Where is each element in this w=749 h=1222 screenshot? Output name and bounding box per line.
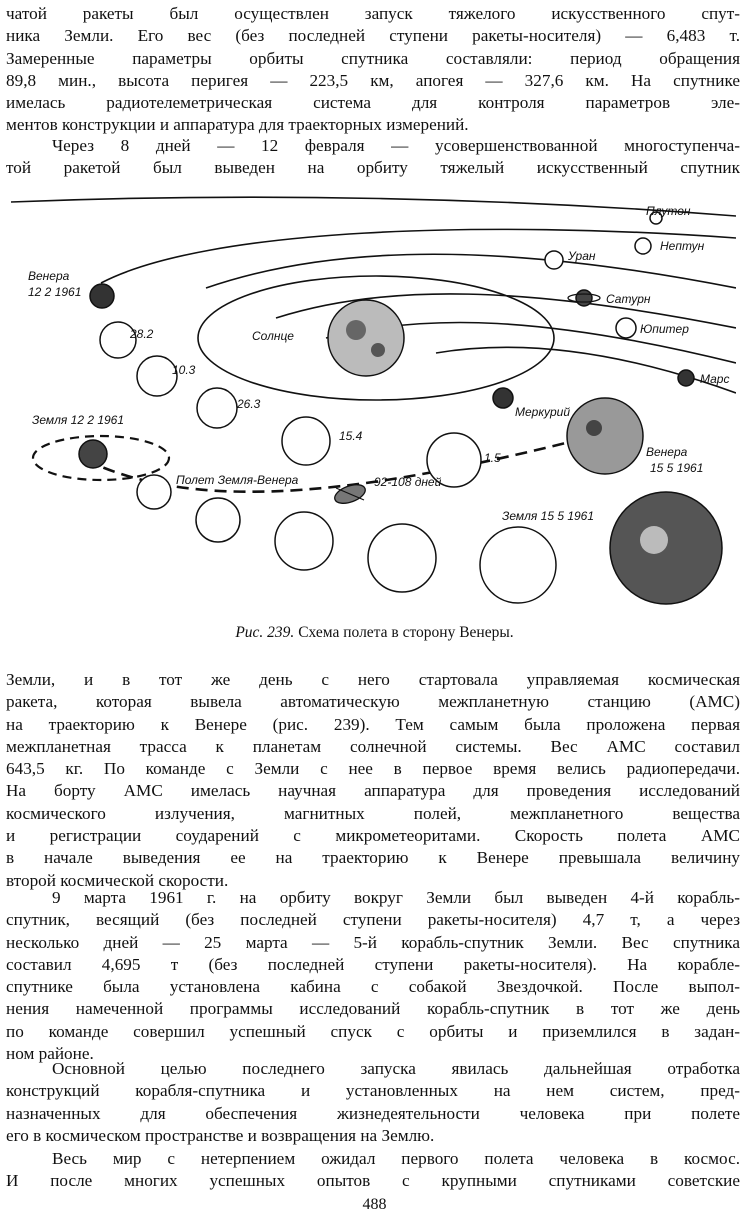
text-line: ника Земли. Его вес (без последней ступени ракеты-носителя) — 6,483 т. <box>6 26 740 46</box>
earth-start <box>79 440 107 468</box>
text-line: и регистрации соударений с микрометеоритами. Скорость полета АМС <box>6 826 740 846</box>
venus-start <box>90 284 114 308</box>
text-line: ментов конструкции и аппаратура для траекторных измерений. <box>6 115 469 135</box>
earth-position <box>368 524 436 592</box>
uranus-label: Уран <box>568 249 596 263</box>
caption-number: Рис. 239. <box>235 624 295 641</box>
text-line: конструкций корабля-спутника и установленных на нем систем, пред- <box>6 1081 740 1101</box>
text-line: 643,5 кг. По команде с Земли с нее в первое время велись радиопередачи. <box>6 759 740 779</box>
earth-spot <box>640 526 668 554</box>
text-line: межпланетная трасса к планетам солнечной системы. Вес АМС составил <box>6 736 740 756</box>
text-line: ракета, которая вывела автоматическую межпланетную станцию (АМС) <box>6 692 740 712</box>
earth-position <box>480 527 556 603</box>
paragraph-3 <box>6 669 740 892</box>
venus-position <box>137 356 177 396</box>
figure-caption <box>0 624 749 642</box>
text-line: составил 4,695 т (без последней ступени ракеты-носителя). На корабле- <box>6 954 740 974</box>
text-line: спутнике была установлена кабина с собакой Звездочкой. После выпол- <box>6 977 740 997</box>
text-line: на траекторию к Венере (рис. 239). Тем самым была проложена первая <box>6 714 740 734</box>
page-number: 488 <box>362 1196 387 1213</box>
earth-start-label: Земля 12 2 1961 <box>32 413 125 427</box>
text-line: чатой ракеты был осуществлен запуск тяжелого искусственного спут- <box>6 4 740 23</box>
saturn-marker <box>576 290 592 306</box>
text-line: И после многих успешных опытов с крупными спутниками советские <box>6 1171 740 1191</box>
text-line: назначенных для обеспечения жизнедеятельности человека при полете <box>6 1103 740 1123</box>
paragraph-1 <box>6 3 740 137</box>
venus-flight-diagram <box>6 188 736 616</box>
earth-position <box>275 512 333 570</box>
sun-spot <box>346 320 366 340</box>
neptune-marker <box>635 238 651 254</box>
text-line: по команде совершил успешный спуск с орбиты и приземлился в задан- <box>6 1021 740 1041</box>
text-line: несколько дней — 25 марта — 5-й корабль-спутник Земли. Вес спутника <box>6 932 740 952</box>
sun-spot <box>371 343 385 357</box>
text-line: Земли, и в тот же день с него стартовала управляемая космическая <box>6 670 740 689</box>
earth-position <box>137 475 171 509</box>
orbit-pluto <box>11 197 736 216</box>
sun-label: Солнце <box>252 329 294 343</box>
jupiter-label: Юпитер <box>640 322 689 336</box>
text-line: его в космическом пространстве и возвращения на Землю. <box>6 1125 435 1145</box>
paragraph-2 <box>6 135 740 180</box>
earth-position <box>196 498 240 542</box>
paragraph-4 <box>6 887 740 1065</box>
text-line: ном районе. <box>6 1044 94 1064</box>
text-line: спутник, весящий (без последней ступени ракеты-носителя) 4,7 т, а через <box>6 910 740 930</box>
paragraph-5 <box>6 1058 740 1147</box>
text-line: той ракетой был выведен на орбиту тяжелый искусственный спутник <box>6 158 740 178</box>
neptune-label: Нептун <box>660 239 705 253</box>
date-label: 1.5 <box>484 451 501 465</box>
date-label: 28.2 <box>130 327 154 341</box>
text-line: На борту АМС имелась научная аппаратура для проведения исследований <box>6 781 740 801</box>
text-line: Основной целью последнего запуска явилась дальнейшая отработка <box>52 1059 740 1078</box>
text-line: 9 марта 1961 г. на орбиту вокруг Земли был выведен 4-й корабль- <box>52 888 740 907</box>
date-label: 26.3 <box>237 397 261 411</box>
venus-spot <box>586 420 602 436</box>
flight-duration-label: 92-108 дней <box>374 475 442 489</box>
date-label: 15.4 <box>339 429 363 443</box>
venus-position <box>282 417 330 465</box>
text-line: Через 8 дней — 12 февраля — усовершенствованной многоступенча- <box>52 136 740 155</box>
date-label: 10.3 <box>172 363 196 377</box>
venus-position <box>197 388 237 428</box>
uranus-marker <box>545 251 563 269</box>
earth-end-label: Земля 15 5 1961 <box>502 509 595 523</box>
sun <box>328 300 404 376</box>
mercury-marker <box>493 388 513 408</box>
text-line: Весь мир с нетерпением ожидал первого полета человека в космос. <box>52 1149 740 1168</box>
mars-marker <box>678 370 694 386</box>
venus-end-date: 15 5 1961 <box>650 461 704 475</box>
venus-end <box>567 398 643 474</box>
venus-end-label: Венера <box>646 445 688 459</box>
pluto-label: Плутон <box>646 204 691 218</box>
mars-label: Марс <box>700 372 730 386</box>
paragraph-6 <box>6 1148 740 1193</box>
text-line: имелась радиотелеметрическая система для контроля параметров эле- <box>6 93 740 113</box>
text-line: в начале выведения ее на траекторию к Венере превышала величину <box>6 848 740 868</box>
venus-start-label: Венера <box>28 269 70 283</box>
jupiter-marker <box>616 318 636 338</box>
orbit-neptune <box>101 229 736 283</box>
text-line: нения намеченной программы исследований корабль-спутник в тот же день <box>6 999 740 1019</box>
mercury-label: Меркурий <box>515 405 571 419</box>
orbit-uranus <box>206 254 736 288</box>
venus-start-date: 12 2 1961 <box>28 285 82 299</box>
text-line: второй космической скорости. <box>6 870 229 890</box>
saturn-label: Сатурн <box>606 292 651 306</box>
flight-label: Полет Земля-Венера <box>176 473 299 487</box>
text-line: космического излучения, магнитных полей, межпланетного вещества <box>6 803 740 823</box>
earth-end <box>610 492 722 604</box>
caption-text: Схема полета в сторону Венеры. <box>294 624 514 641</box>
text-line: 89,8 мин., высота перигея — 223,5 км, апогея — 327,6 км. На спутнике <box>6 70 740 90</box>
text-line: Замеренные параметры орбиты спутника составляли: период обращения <box>6 48 740 68</box>
orbit-mars <box>436 347 736 393</box>
